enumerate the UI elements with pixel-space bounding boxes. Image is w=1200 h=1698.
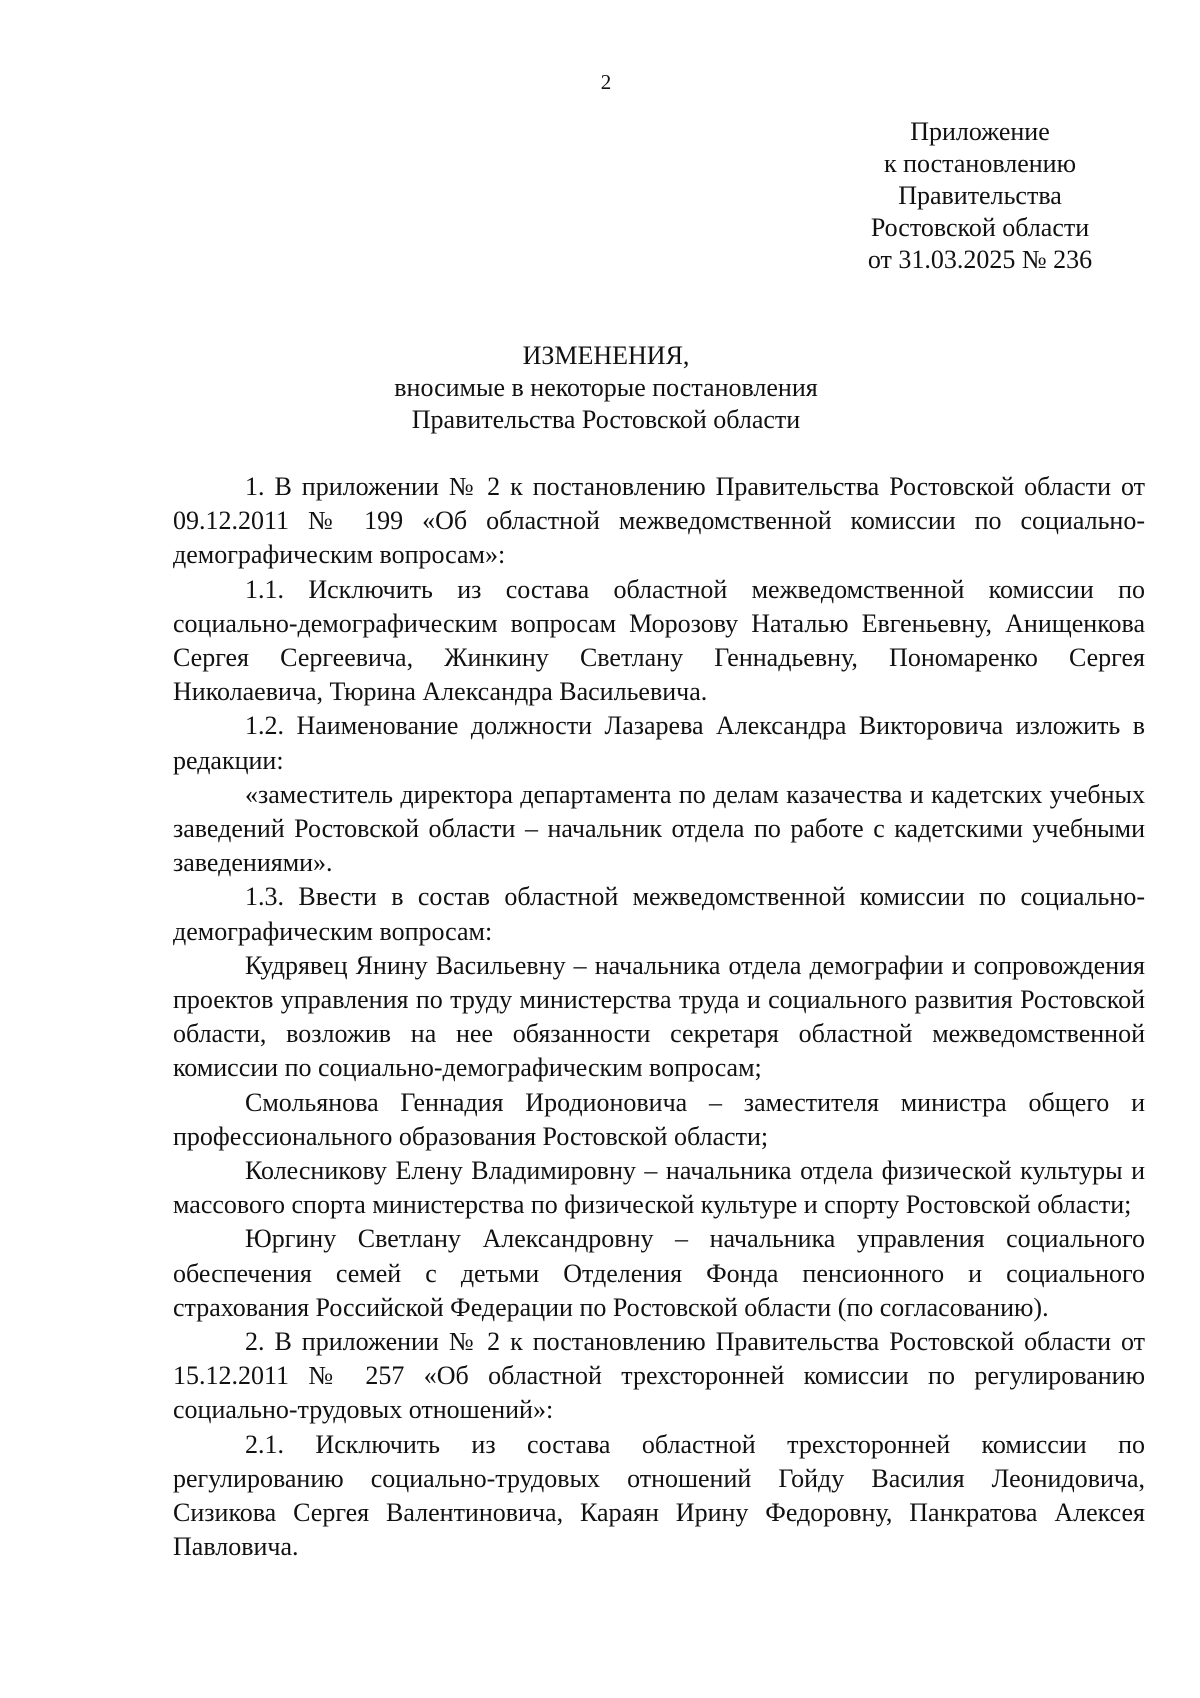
document-body: [173, 470, 1145, 1565]
appendix-reference: [780, 116, 1180, 276]
paragraph: Юргину Светлану Александровну – начальника управления социального обеспечения семей с детьми Отделения Фонда пенсионного и социального страхования Российской Федерации по Ростовской области (по согласованию).: [173, 1224, 1145, 1322]
title-subtitle: вносимые в некоторые постановления: [394, 373, 818, 402]
page-number: 2: [600, 70, 612, 94]
paragraph: Колесникову Елену Владимировну – начальника отдела физической культуры и массового спорта министерства по физической культуре и спорту Ростовской области;: [173, 1156, 1145, 1220]
appendix-line: Приложение: [910, 117, 1050, 146]
paragraph: Смольянова Геннадия Иродионовича – заместителя министра общего и профессионального образования Ростовской области;: [173, 1087, 1145, 1151]
paragraph: 2.1. Исключить из состава областной трехсторонней комиссии по регулированию социально-трудовых отношений Гойду Василия Леонидовича, Сизикова Сергея Валентиновича, Караян Ирину Федоровну, Панкратова Алексея Павловича.: [173, 1429, 1145, 1562]
paragraph: 1.2. Наименование должности Лазарева Александра Викторовича изложить в редакции:: [173, 711, 1145, 775]
title-subtitle: Правительства Ростовской области: [411, 405, 801, 434]
appendix-line: к постановлению: [883, 149, 1077, 178]
appendix-line: от 31.03.2025 № 236: [867, 245, 1093, 274]
title-heading: ИЗМЕНЕНИЯ,: [522, 341, 690, 370]
paragraph: Кудрявец Янину Васильевну – начальника отдела демографии и сопровождения проектов управления по труду министерства труда и социального развития Ростовской области, возложив на нее обязанности секретаря областной межведомственной комиссии по социально-демографическим вопросам;: [173, 950, 1145, 1083]
paragraph: «заместитель директора департамента по делам казачества и кадетских учебных заведений Ростовской области – начальник отдела по работе с кадетскими учебными заведениями».: [173, 779, 1145, 878]
paragraph: 1.1. Исключить из состава областной межведомственной комиссии по социально-демографическим вопросам Морозову Наталью Евгеньевну, Анищенкова Сергея Сергеевича, Жинкину Светлану Геннадьевну, Пономаренко Сергея Николаевича, Тюрина Александра Васильевича.: [173, 574, 1145, 707]
paragraph: 1. В приложении № 2 к постановлению Правительства Ростовской области от 09.12.2011 № 199 «Об областной межведомственной комиссии по социально-демографическим вопросам»:: [173, 472, 1145, 570]
paragraph: 1.3. Ввести в состав областной межведомственной комиссии по социально-демографическим вопросам:: [173, 882, 1145, 946]
paragraph: 2. В приложении № 2 к постановлению Правительства Ростовской области от 15.12.2011 № 257 «Об областной трехсторонней комиссии по регулированию социально-трудовых отношений»:: [173, 1327, 1145, 1425]
appendix-line: Правительства: [898, 181, 1062, 210]
appendix-line: Ростовской области: [870, 213, 1090, 242]
document-title: [0, 340, 1200, 436]
